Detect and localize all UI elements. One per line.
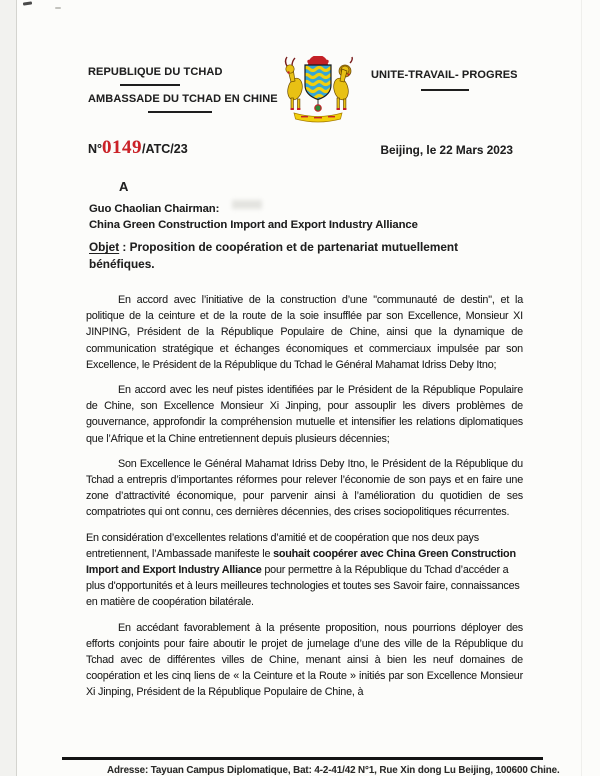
recipient-organization: China Green Construction Import and Export Industry Alliance (89, 219, 418, 231)
embassy-title: AMBASSADE DU TCHAD EN CHINE (88, 93, 278, 105)
reference-digits: 0149 (102, 137, 143, 158)
reference-number (88, 137, 188, 159)
paragraph-1: En accord avec l’initiative de la construction d’une "communauté de destin", et la politique de la ceinture et de la route de la soie insufflée par son Excellence, Monsieur XI JINPING, Président de la République Populaire de Chine, ainsi que la dynamique de communication stratégique et échanges économiques et commerciaux impulsée par son Excellence, le Président de la République du Tchad le Général Mahamat Idriss Deby Itno; (86, 294, 523, 371)
letter-body (86, 292, 523, 710)
paragraph-2: En accord avec les neuf pistes identifiées par le Président de la République Populaire de Chine, son Excellence Monsieur Xi Jinping, pour assouplir les divers problèmes de gouvernance, approfondir la compréhension mutuelle et intensifier les relations diplomatiques que l’Afrique et la Chine entretiennent depuis plusieurs décennies; (86, 384, 523, 445)
divider-rule (421, 89, 469, 91)
reference-prefix: N° (88, 142, 103, 156)
date-line: Beijing, le 22 Mars 2023 (380, 143, 513, 157)
reference-suffix: /ATC/23 (142, 142, 188, 156)
letterhead-right (371, 69, 518, 91)
reference-row (88, 137, 513, 159)
divider-rule (120, 84, 180, 86)
paragraph-4-post: pour permettre à la République du Tchad d’accéder a plus d'opportunités et à leurs meilleures technologies et toutes ses Savoir faire, connaissances en matière de coopération bilatérale. (86, 564, 520, 609)
letterhead-left (88, 66, 278, 113)
subject-separator: : (119, 240, 130, 254)
national-motto: UNITE-TRAVAIL- PROGRES (371, 69, 518, 81)
paragraph-4-pre: En considération d’excellentes relations d’amitié et de coopération que nos deux pays entretiennent, l’Ambassade manifeste le (86, 531, 479, 560)
footer-address: Adresse: Tayuan Campus Diplomatique, Bat: 4-2-41/42 N°1, Rue Xin dong Lu Beijing, 100600 Chine. (107, 765, 560, 776)
recipient-name: Guo Chaolian Chairman: (89, 203, 220, 215)
page-edge-strip (0, 0, 16, 776)
chad-coat-of-arms-icon (281, 56, 355, 129)
page-edge-line-right (581, 0, 582, 776)
paragraph-3: Son Excellence le Général Mahamat Idriss Deby Itno, le Président de la République du Tchad a entrepris d’importantes réformes pour relever l’économie de son pays et en faire une zone d’attractivité économique, pour parvenir ainsi à l’amélioration du quotidien de ses compatriotes qui ont connu, ces dernières décennies, des crises sociopolitiques récurrentes. (86, 457, 523, 519)
republic-title: REPUBLIQUE DU TCHAD (88, 66, 223, 78)
page-edge-line-left (16, 0, 17, 776)
salutation: A (119, 179, 129, 194)
scan-speck (23, 1, 32, 5)
scan-speck-small (55, 7, 61, 9)
divider-rule (148, 111, 212, 113)
paragraph-4 (86, 530, 523, 611)
subject-label: Objet (89, 240, 120, 254)
subject-text: Proposition de coopération et de partenariat mutuellement bénéfiques. (89, 240, 459, 271)
paragraph-5: En accédant favorablement à la présente proposition, nous pourrions déployer des efforts conjoints pour faire aboutir le projet de jumelage d’une des ville de la République du Tchad avec de différentes villes de Chine, menant ainsi à bien les neuf domaines de coopération et les cinq liens de « la Ceinture et la Route » initiés par son Excellence Monsieur Xi Jinping, Président de la République Populaire de Chine, à (86, 621, 523, 699)
footer-rule (62, 757, 543, 760)
recipient-block (89, 201, 418, 233)
paragraph-4-bold: souhait coopérer avec China Green Construction Import and Export Industry Alliance (86, 547, 516, 577)
subject-line (89, 239, 503, 272)
